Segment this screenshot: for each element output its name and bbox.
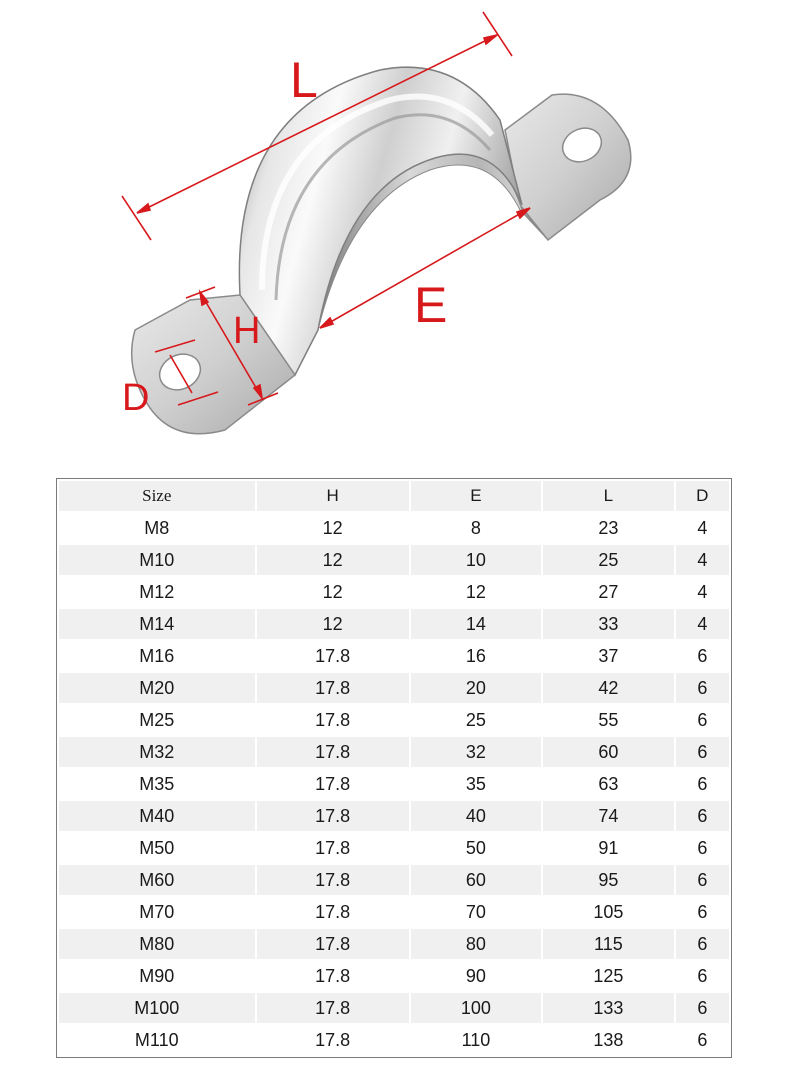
cell-size: M14 <box>59 609 255 639</box>
cell-h: 17.8 <box>257 801 409 831</box>
cell-d: 6 <box>676 641 729 671</box>
cell-d: 6 <box>676 705 729 735</box>
cell-e: 40 <box>411 801 541 831</box>
cell-size: M40 <box>59 801 255 831</box>
cell-h: 12 <box>257 609 409 639</box>
table-row <box>59 865 729 895</box>
cell-l: 95 <box>543 865 673 895</box>
cell-l: 42 <box>543 673 673 703</box>
cell-size: M10 <box>59 545 255 575</box>
cell-l: 63 <box>543 769 673 799</box>
table-row <box>59 641 729 671</box>
cell-l: 55 <box>543 705 673 735</box>
cell-d: 4 <box>676 577 729 607</box>
cell-d: 6 <box>676 929 729 959</box>
cell-l: 91 <box>543 833 673 863</box>
table-row <box>59 833 729 863</box>
cell-e: 12 <box>411 577 541 607</box>
column-header-d: D <box>676 481 729 511</box>
cell-d: 6 <box>676 737 729 767</box>
table-row <box>59 961 729 991</box>
cell-e: 60 <box>411 865 541 895</box>
cell-h: 17.8 <box>257 769 409 799</box>
cell-h: 12 <box>257 545 409 575</box>
cell-e: 70 <box>411 897 541 927</box>
cell-l: 60 <box>543 737 673 767</box>
cell-l: 125 <box>543 961 673 991</box>
table-row <box>59 705 729 735</box>
cell-h: 17.8 <box>257 897 409 927</box>
cell-d: 6 <box>676 993 729 1023</box>
cell-h: 17.8 <box>257 1025 409 1055</box>
cell-h: 12 <box>257 577 409 607</box>
cell-size: M90 <box>59 961 255 991</box>
cell-d: 6 <box>676 833 729 863</box>
cell-size: M12 <box>59 577 255 607</box>
cell-d: 6 <box>676 673 729 703</box>
table-body <box>59 513 729 1055</box>
pipe-clamp-illustration <box>0 0 790 470</box>
column-header-e: E <box>411 481 541 511</box>
cell-e: 110 <box>411 1025 541 1055</box>
cell-size: M100 <box>59 993 255 1023</box>
cell-d: 6 <box>676 865 729 895</box>
cell-e: 80 <box>411 929 541 959</box>
cell-size: M32 <box>59 737 255 767</box>
table-header-row <box>59 481 729 511</box>
cell-size: M110 <box>59 1025 255 1055</box>
cell-e: 32 <box>411 737 541 767</box>
table-row <box>59 1025 729 1055</box>
cell-h: 17.8 <box>257 833 409 863</box>
column-header-h: H <box>257 481 409 511</box>
cell-d: 6 <box>676 1025 729 1055</box>
table-row <box>59 545 729 575</box>
dimension-label-e: E <box>414 277 448 333</box>
cell-size: M70 <box>59 897 255 927</box>
cell-l: 33 <box>543 609 673 639</box>
table-row <box>59 769 729 799</box>
cell-e: 16 <box>411 641 541 671</box>
cell-size: M25 <box>59 705 255 735</box>
cell-l: 138 <box>543 1025 673 1055</box>
column-header-l: L <box>543 481 673 511</box>
cell-h: 17.8 <box>257 705 409 735</box>
cell-d: 6 <box>676 961 729 991</box>
cell-size: M16 <box>59 641 255 671</box>
cell-e: 25 <box>411 705 541 735</box>
cell-l: 23 <box>543 513 673 543</box>
table-row <box>59 513 729 543</box>
cell-h: 17.8 <box>257 961 409 991</box>
cell-size: M8 <box>59 513 255 543</box>
table-row <box>59 897 729 927</box>
cell-e: 35 <box>411 769 541 799</box>
column-header-size: Size <box>59 481 255 511</box>
table-row <box>59 577 729 607</box>
cell-h: 17.8 <box>257 673 409 703</box>
cell-l: 74 <box>543 801 673 831</box>
dimension-label-d: D <box>122 377 150 419</box>
table-row <box>59 801 729 831</box>
cell-size: M80 <box>59 929 255 959</box>
table-row <box>59 993 729 1023</box>
cell-size: M50 <box>59 833 255 863</box>
cell-d: 4 <box>676 609 729 639</box>
cell-d: 6 <box>676 897 729 927</box>
cell-d: 4 <box>676 513 729 543</box>
cell-e: 10 <box>411 545 541 575</box>
cell-e: 100 <box>411 993 541 1023</box>
cell-h: 17.8 <box>257 929 409 959</box>
cell-d: 6 <box>676 801 729 831</box>
cell-e: 14 <box>411 609 541 639</box>
table-row <box>59 929 729 959</box>
cell-h: 17.8 <box>257 865 409 895</box>
right-mounting-tab <box>505 94 631 240</box>
cell-e: 8 <box>411 513 541 543</box>
cell-l: 37 <box>543 641 673 671</box>
cell-l: 133 <box>543 993 673 1023</box>
table-row <box>59 609 729 639</box>
cell-e: 50 <box>411 833 541 863</box>
cell-e: 20 <box>411 673 541 703</box>
cell-size: M60 <box>59 865 255 895</box>
cell-d: 4 <box>676 545 729 575</box>
cell-size: M20 <box>59 673 255 703</box>
table-row <box>59 737 729 767</box>
cell-h: 17.8 <box>257 641 409 671</box>
clamp-arch <box>239 67 522 375</box>
cell-h: 17.8 <box>257 737 409 767</box>
cell-l: 25 <box>543 545 673 575</box>
cell-l: 105 <box>543 897 673 927</box>
cell-h: 17.8 <box>257 993 409 1023</box>
cell-d: 6 <box>676 769 729 799</box>
dimension-label-h: H <box>233 310 261 352</box>
cell-l: 27 <box>543 577 673 607</box>
cell-e: 90 <box>411 961 541 991</box>
size-spec-table <box>56 478 732 1058</box>
dimension-label-l: L <box>290 52 318 108</box>
table-row <box>59 673 729 703</box>
cell-h: 12 <box>257 513 409 543</box>
cell-size: M35 <box>59 769 255 799</box>
cell-l: 115 <box>543 929 673 959</box>
